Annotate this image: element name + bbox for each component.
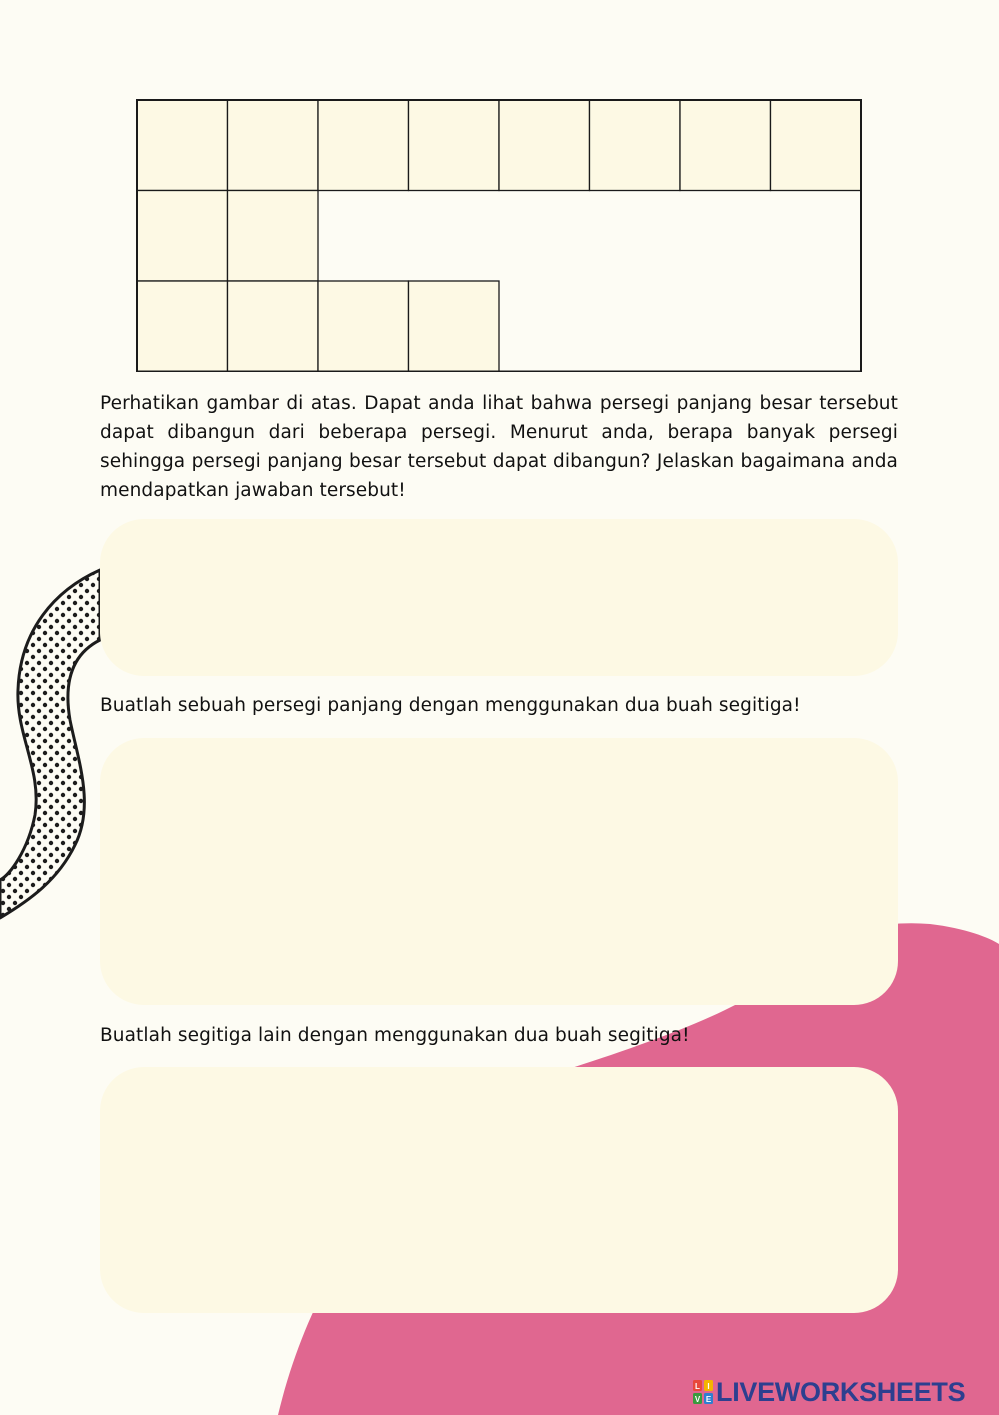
dotted-ribbon-shape	[0, 570, 100, 918]
grid-square	[137, 100, 228, 191]
svg-text:V: V	[694, 1395, 701, 1404]
grid-square	[228, 100, 319, 191]
question-3-text: Buatlah segitiga lain dengan menggunakan dua buah segitiga!	[100, 1025, 690, 1046]
brand-name: LIVEWORKSHEETS	[716, 1376, 966, 1407]
question-2-text: Buatlah sebuah persegi panjang dengan menggunakan dua buah segitiga!	[100, 695, 801, 716]
svg-text:L: L	[695, 1382, 700, 1391]
grid-square	[137, 281, 228, 372]
grid-square	[409, 100, 500, 191]
grid-square	[409, 281, 500, 372]
grid-square	[680, 100, 771, 191]
liveworksheets-brand	[693, 1375, 965, 1409]
liveworksheets-logo-icon	[693, 1380, 713, 1404]
grid-square	[499, 100, 590, 191]
grid-square	[318, 281, 409, 372]
svg-text:E: E	[705, 1395, 712, 1404]
grid-square	[318, 100, 409, 191]
answer-box-1[interactable]	[100, 519, 898, 676]
grid-square	[228, 281, 319, 372]
grid-square	[771, 100, 862, 191]
svg-text:I: I	[707, 1382, 710, 1391]
grid-square	[228, 191, 319, 282]
question-1-text: Perhatikan gambar di atas. Dapat anda lihat bahwa persegi panjang besar tersebut dapat dibangun dari beberapa persegi. Menurut anda, berapa banyak persegi sehingga persegi panjang besar tersebut dapat dibangun? Jelaskan bagaimana anda mendapatkan jawaban tersebut!	[100, 393, 898, 501]
square-grid-figure	[136, 99, 862, 372]
answer-box-3[interactable]	[100, 1067, 898, 1313]
answer-box-2[interactable]	[100, 738, 898, 1005]
grid-square	[137, 191, 228, 282]
grid-square	[590, 100, 681, 191]
